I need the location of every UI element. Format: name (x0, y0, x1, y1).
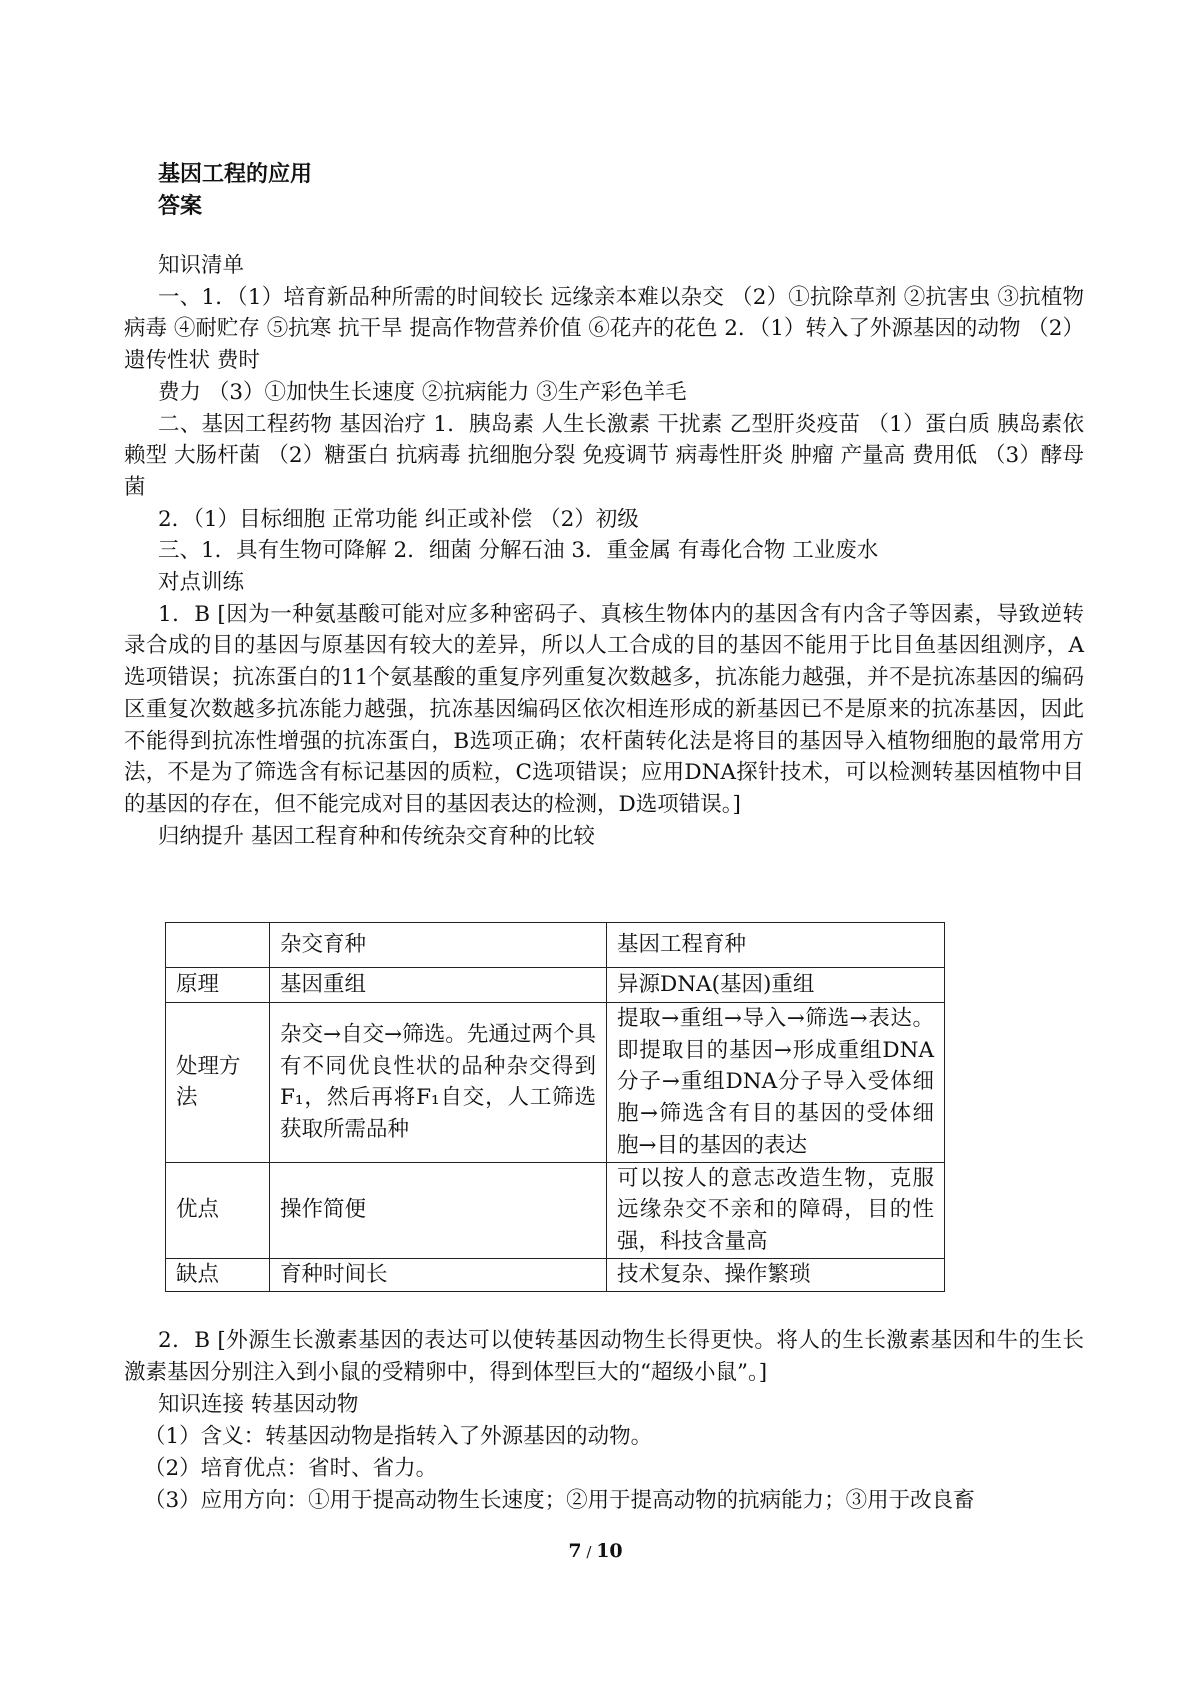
summary-heading: 归纳提升 基因工程育种和传统杂交育种的比较 (158, 823, 595, 849)
main-content (124, 250, 1084, 852)
knowledge-line: 一、1．（1）培育新品种所需的时间较长 远缘亲本难以杂交 （2）①抗除草剂 ②抗害虫 ③抗植物病毒 ④耐贮存 ⑤抗寒 抗干旱 提高作物营养价值 ⑥花卉的花色 2．（1）转入了外源基因的动物 （2）遗传性状 费时 (124, 284, 1084, 374)
comparison-table (165, 922, 945, 1292)
document-title: 基因工程的应用 (158, 162, 313, 187)
lower-content (124, 1325, 1084, 1517)
answer-2: 2．B [外源生长激素基因的表达可以使转基因动物生长得更快。将人的生长激素基因和牛的生长激素基因分别注入到小鼠的受精卵中，得到体型巨大的“超级小鼠”。] (124, 1328, 1084, 1385)
table-row-label: 优点 (166, 1162, 270, 1258)
connect-item: （3）应用方向：①用于提高动物生长速度；②用于提高动物的抗病能力；③用于改良畜 (144, 1488, 975, 1513)
section-heading-knowledge: 知识清单 (158, 253, 245, 278)
table-header-cell: 杂交育种 (270, 923, 607, 968)
comparison-table-wrapper (165, 922, 945, 1292)
table-cell: 异源DNA(基因)重组 (607, 968, 945, 1003)
table-row (166, 1003, 945, 1163)
document-subtitle: 答案 (158, 194, 203, 219)
table-header-row (166, 923, 945, 968)
table-cell: 育种时间长 (270, 1258, 607, 1291)
table-row-label: 缺点 (166, 1258, 270, 1291)
answer-1: 1．B [因为一种氨基酸可能对应多种密码子、真核生物体内的基因含有内含子等因素，导致逆转录合成的目的基因与原基因有较大的差异，所以人工合成的目的基因不能用于比目鱼基因组测序，A选项错误；抗冻蛋白的11个氨基酸的重复序列重复次数越多，抗冻能力越强，并不是抗冻基因的编码区重复次数越多抗冻能力越强，抗冻基因编码区依次相连形成的新基因已不是原来的抗冻基因，因此不能得到抗冻性增强的抗冻蛋白，B选项正确；农杆菌转化法是将目的基因导入植物细胞的最常用方法，不是为了筛选含有标记基因的质粒，C选项错误；应用DNA探针技术，可以检测转基因植物中目的基因的存在，但不能完成对目的基因表达的检测，D选项错误。] (124, 601, 1084, 817)
table-cell: 提取→重组→导入→筛选→表达。即提取目的基因→形成重组DNA分子→重组DNA分子导入受体细胞→筛选含有目的基因的受体细胞→目的基因的表达 (607, 1003, 945, 1163)
table-row (166, 968, 945, 1003)
connect-heading: 知识连接 转基因动物 (158, 1392, 359, 1417)
knowledge-line: 三、1．具有生物可降解 2．细菌 分解石油 3．重金属 有毒化合物 工业废水 (158, 538, 879, 564)
table-cell: 操作简便 (270, 1162, 607, 1258)
table-row (166, 1162, 945, 1258)
table-row-label: 处理方法 (166, 1003, 270, 1163)
knowledge-line: 2．（1）目标细胞 正常功能 纠正或补偿 （2）初级 (158, 506, 639, 532)
table-cell: 基因重组 (270, 968, 607, 1003)
page-number: 7 / 10 (568, 1540, 623, 1562)
table-row-label: 原理 (166, 968, 270, 1003)
connect-item: （2）培育优点：省时、省力。 (144, 1456, 438, 1481)
table-cell: 可以按人的意志改造生物，克服远缘杂交不亲和的障碍，目的性强，科技含量高 (607, 1162, 945, 1258)
knowledge-line: 费力 （3）①加快生长速度 ②抗病能力 ③生产彩色羊毛 (158, 379, 687, 405)
total-pages: 10 (596, 1540, 623, 1562)
connect-item: （1）含义：转基因动物是指转入了外源基因的动物。 (144, 1424, 653, 1449)
section-heading-training: 对点训练 (158, 570, 245, 596)
current-page: 7 (568, 1540, 582, 1562)
table-header-cell: 基因工程育种 (607, 923, 945, 968)
table-header-cell (166, 923, 270, 968)
table-row (166, 1258, 945, 1291)
table-cell: 技术复杂、操作繁琐 (607, 1258, 945, 1291)
knowledge-line: 二、基因工程药物 基因治疗 1．胰岛素 人生长激素 干扰素 乙型肝炎疫苗 （1）蛋白质 胰岛素依赖型 大肠杆菌 （2）糖蛋白 抗病毒 抗细胞分裂 免疫调节 病毒性肝炎 肿瘤 产量高 费用低 （3）酵母菌 (124, 411, 1084, 500)
table-cell: 杂交→自交→筛选。先通过两个具有不同优良性状的品种杂交得到F₁，然后再将F₁自交，人工筛选获取所需品种 (270, 1003, 607, 1163)
